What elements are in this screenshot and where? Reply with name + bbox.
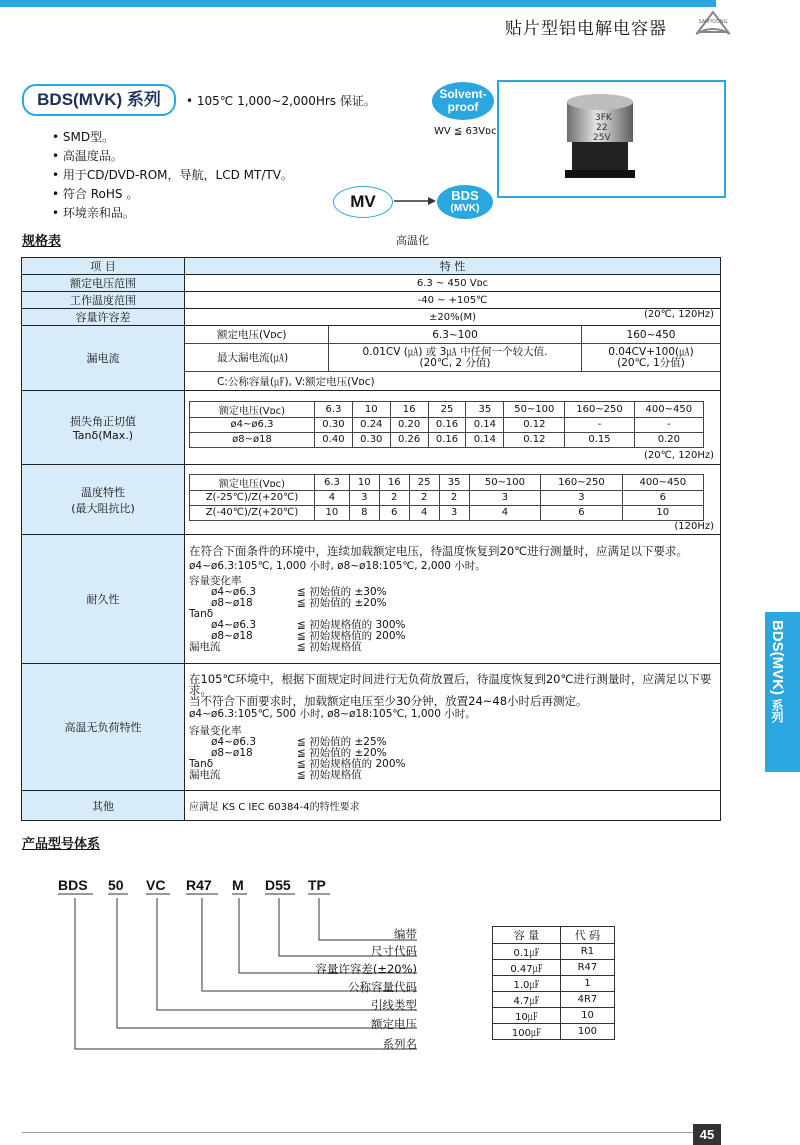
feature-item: • 符合 RoHS 。 — [52, 185, 293, 204]
code-cap: 1.0㎌ — [493, 976, 561, 992]
tan-cell-v: 0.16 — [428, 417, 466, 432]
leakage-label: 漏电流 — [22, 326, 185, 391]
logo-text: SAMYOUNG — [698, 19, 728, 25]
pn-code-tolerance: M — [232, 877, 244, 893]
shelf-leak-title: 漏电流 — [189, 768, 221, 781]
shelf-c1-val: ≦ 初始值的 ±25% — [297, 735, 387, 748]
side-tab-main: BDS(MVK) — [769, 620, 786, 695]
temp-range-value: -40 ~ +105℃ — [185, 292, 721, 309]
tan-cell-v: 0.15 — [565, 432, 634, 447]
endu-c2-val: ≦ 初始值的 ±20% — [297, 596, 387, 609]
tan-cell-v: 0.14 — [466, 432, 504, 447]
shelf-leak-val: ≦ 初始规格值 — [297, 768, 362, 781]
spec-section-title: 规格表 — [22, 234, 62, 249]
tolerance-label: 容量许容差 — [22, 309, 185, 326]
page-header-title: 贴片型铝电解电容器 — [505, 19, 667, 39]
pn-code-capacitance: R47 — [186, 877, 212, 893]
part-number-title: 产品型号体系 — [22, 837, 101, 852]
endurance-cap-title: 容量变化率 — [189, 574, 242, 587]
tc-cell: 10 — [315, 505, 350, 520]
pn-code-lead: VC — [146, 877, 166, 893]
endu-t1-size: ø4~ø6.3 — [211, 618, 257, 631]
tan-hdr: 额定电压(Vᴅᴄ) — [190, 401, 315, 417]
temp-char-label-2: (最大阻抗比) — [71, 501, 135, 515]
temp-range-label: 工作温度范围 — [22, 292, 185, 309]
pn-label-series: 系列名 — [382, 1037, 417, 1051]
tc-hdr: 额定电压(Vᴅᴄ) — [190, 474, 315, 490]
shelf-line1: 在105℃环境中，根据下面规定时间进行无负荷放置后，待温度恢复到20℃进行测量时，应满足以下要求。 — [189, 671, 712, 697]
side-tab-sub: 系列 — [770, 699, 784, 724]
tc-hdr: 160~250 — [541, 474, 622, 490]
endurance-label: 耐久性 — [22, 535, 185, 664]
endu-t2-size: ø8~ø18 — [211, 629, 253, 642]
series-name-badge: BDS(MVK) 系列 — [22, 84, 176, 116]
tan-condition: (20℃, 120Hz) — [644, 449, 714, 461]
tan-cell-v: 0.24 — [352, 417, 390, 432]
code-val: 10 — [560, 1008, 614, 1024]
capacitance-code-table — [492, 926, 615, 1040]
tolerance-condition: (20℃, 120Hz) — [644, 309, 714, 320]
marking-1: 3FK — [595, 113, 612, 123]
tc-hdr: 16 — [379, 474, 409, 490]
tc-hdr: 400~450 — [622, 474, 703, 490]
code-val: 1 — [560, 976, 614, 992]
pn-code-series: BDS — [58, 877, 88, 893]
tan-hdr: 16 — [390, 401, 428, 417]
tan-cell-v: 0.30 — [352, 432, 390, 447]
tan-cell-v: 0.26 — [390, 432, 428, 447]
leak-max-low-cond: (20℃, 2 分值) — [419, 356, 491, 369]
code-table-header: 容 量 — [493, 927, 561, 944]
tc-hdr: 35 — [439, 474, 469, 490]
tc-cell: 6 — [622, 490, 703, 505]
feature-item: • 高温度品。 — [52, 147, 293, 166]
upgrade-note: 高温化 — [396, 234, 429, 247]
tan-cell-v: 0.14 — [466, 417, 504, 432]
code-cap: 10㎌ — [493, 1008, 561, 1024]
solvent-line2: proof — [447, 100, 479, 114]
tan-cell-v: - — [565, 417, 634, 432]
pn-code-size: D55 — [265, 877, 291, 893]
tan-hdr: 6.3 — [315, 401, 353, 417]
tan-label-2: Tanδ(Max.) — [72, 429, 134, 442]
leak-max-label: 最大漏电流(㎂) — [185, 344, 329, 372]
leak-max-low-formula: 0.01CV (㎂) 或 3㎂ 中任何一个较大值. — [362, 345, 548, 358]
code-cap: 0.1㎌ — [493, 944, 561, 960]
endurance-line1: 在符合下面条件的环境中，连续加载额定电压，待温度恢复到20℃进行测量时，应满足以下要求。 — [189, 543, 689, 558]
code-cap: 0.47㎌ — [493, 960, 561, 976]
tan-cell-v: 0.16 — [428, 432, 466, 447]
tc-hdr: 50~100 — [469, 474, 541, 490]
tan-hdr: 25 — [428, 401, 466, 417]
tan-hdr: 35 — [466, 401, 504, 417]
tc-cell: 4 — [409, 505, 439, 520]
rated-voltage-label: 额定电压范围 — [22, 275, 185, 292]
leak-voltage-low: 6.3~100 — [329, 326, 582, 344]
endurance-line2: ø4~ø6.3:105℃, 1,000 小时, ø8~ø18:105℃, 2,000 小时。 — [189, 559, 486, 572]
tc-cell: Z(-40℃)/Z(+20℃) — [190, 505, 315, 520]
page-number: 45 — [693, 1124, 721, 1145]
col-header-char: 特 性 — [185, 258, 721, 275]
shelf-c2-size: ø8~ø18 — [211, 746, 253, 759]
shelf-tan-title: Tanδ — [189, 757, 214, 770]
tan-hdr: 160~250 — [565, 401, 634, 417]
shelf-tan-val: ≦ 初始规格值的 200% — [297, 757, 406, 770]
endu-leak-val: ≦ 初始规格值 — [297, 640, 362, 653]
tc-hdr: 6.3 — [315, 474, 350, 490]
pn-label-size: 尺寸代码 — [371, 944, 417, 958]
wv-note: WV ≦ 63Vᴅᴄ — [434, 126, 497, 137]
leak-voltage-high: 160~450 — [582, 326, 721, 344]
endurance-tan-title: Tanδ — [189, 607, 214, 620]
leak-max-high-cond: (20℃, 1分值) — [617, 356, 685, 369]
code-cap: 100㎌ — [493, 1024, 561, 1040]
feature-item: • SMD型。 — [52, 128, 293, 147]
shelf-label: 高温无负荷特性 — [22, 664, 185, 791]
tc-cell: Z(-25℃)/Z(+20℃) — [190, 490, 315, 505]
tan-cell-v: 0.30 — [315, 417, 353, 432]
tan-cell-v: 0.20 — [390, 417, 428, 432]
series-headline: • 105℃ 1,000~2,000Hrs 保证。 — [186, 94, 376, 108]
feature-item: • 环境亲和品。 — [52, 204, 293, 223]
shelf-c1-size: ø4~ø6.3 — [211, 735, 257, 748]
rated-voltage-value: 6.3 ~ 450 Vᴅᴄ — [185, 275, 721, 292]
tc-cell: 6 — [541, 505, 622, 520]
solvent-line1: Solvent- — [439, 87, 487, 101]
leak-note: C:公称容量(㎌), V:额定电压(Vᴅᴄ) — [217, 375, 375, 388]
tc-hdr: 10 — [349, 474, 379, 490]
tc-cell: 3 — [439, 505, 469, 520]
tc-cell: 2 — [409, 490, 439, 505]
tc-cell: 2 — [439, 490, 469, 505]
bds-label: BDS — [451, 188, 479, 203]
endu-leak-title: 漏电流 — [189, 640, 221, 653]
endu-c2-size: ø8~ø18 — [211, 596, 253, 609]
tan-cell-v: ø8~ø18 — [190, 432, 315, 447]
tc-cell: 6 — [379, 505, 409, 520]
tc-cell: 3 — [349, 490, 379, 505]
shelf-line3: ø4~ø6.3:105℃, 500 小时, ø8~ø18:105℃, 1,000 小时。 — [189, 707, 476, 720]
endu-t2-val: ≦ 初始规格值的 200% — [297, 629, 406, 642]
code-table-header: 代 码 — [560, 927, 614, 944]
leak-max-high-formula: 0.04CV+100(㎂) — [608, 345, 694, 358]
code-val: 100 — [560, 1024, 614, 1040]
footer-divider — [22, 1132, 694, 1133]
endu-c1-size: ø4~ø6.3 — [211, 585, 257, 598]
tan-hdr: 400~450 — [634, 401, 703, 417]
pn-label-lead: 引线类型 — [371, 998, 417, 1012]
pn-label-voltage: 额定电压 — [371, 1017, 417, 1031]
other-value: 应满足 KS C IEC 60384-4的特性要求 — [185, 791, 721, 821]
tan-label-1: 损失角正切值 — [70, 415, 136, 428]
pn-label-capacitance: 公称容量代码 — [348, 980, 417, 994]
shelf-cap-title: 容量变化率 — [189, 724, 242, 737]
other-label: 其他 — [22, 791, 185, 821]
endu-c1-val: ≦ 初始值的 ±30% — [297, 585, 387, 598]
marking-3: 25V — [593, 133, 611, 143]
pn-label-taping: 编带 — [394, 927, 417, 941]
pn-code-voltage: 50 — [108, 877, 124, 893]
tan-hdr: 10 — [352, 401, 390, 417]
temp-char-condition: (120Hz) — [674, 520, 714, 532]
feature-item: • 用于CD/DVD-ROM，导航，LCD MT/TV。 — [52, 166, 293, 185]
tc-cell: 4 — [315, 490, 350, 505]
tc-cell: 8 — [349, 505, 379, 520]
tan-hdr: 50~100 — [504, 401, 565, 417]
pn-label-tolerance: 容量许容差(±20%) — [315, 962, 417, 976]
marking-2: 22 — [596, 123, 608, 133]
tc-cell: 3 — [541, 490, 622, 505]
code-val: R47 — [560, 960, 614, 976]
mv-series-oval: MV — [333, 186, 393, 218]
code-cap: 4.7㎌ — [493, 992, 561, 1008]
tc-cell: 3 — [469, 490, 541, 505]
shelf-c2-val: ≦ 初始值的 ±20% — [297, 746, 387, 759]
pn-code-taping: TP — [308, 877, 326, 893]
code-val: R1 — [560, 944, 614, 960]
tc-hdr: 25 — [409, 474, 439, 490]
tan-cell-v: - — [634, 417, 703, 432]
tc-cell: 2 — [379, 490, 409, 505]
temp-char-label-1: 温度特性 — [81, 485, 125, 499]
tc-cell: 4 — [469, 505, 541, 520]
mvk-label: (MVK) — [450, 203, 480, 214]
leak-voltage-label: 额定电压(Vᴅᴄ) — [185, 326, 329, 344]
tan-cell-v: ø4~ø6.3 — [190, 417, 315, 432]
tan-cell-v: 0.40 — [315, 432, 353, 447]
tan-cell-v: 0.12 — [504, 417, 565, 432]
code-val: 4R7 — [560, 992, 614, 1008]
tc-cell: 10 — [622, 505, 703, 520]
tolerance-value: ±20%(M) — [428, 311, 477, 323]
shelf-line2: 当不符合下面要求时，加载额定电压至少30分钟，放置24~48小时后再测定。 — [189, 693, 588, 708]
col-header-item: 项 目 — [22, 258, 185, 275]
tan-cell-v: 0.20 — [634, 432, 703, 447]
endu-t1-val: ≦ 初始规格值的 300% — [297, 618, 406, 631]
tan-cell-v: 0.12 — [504, 432, 565, 447]
